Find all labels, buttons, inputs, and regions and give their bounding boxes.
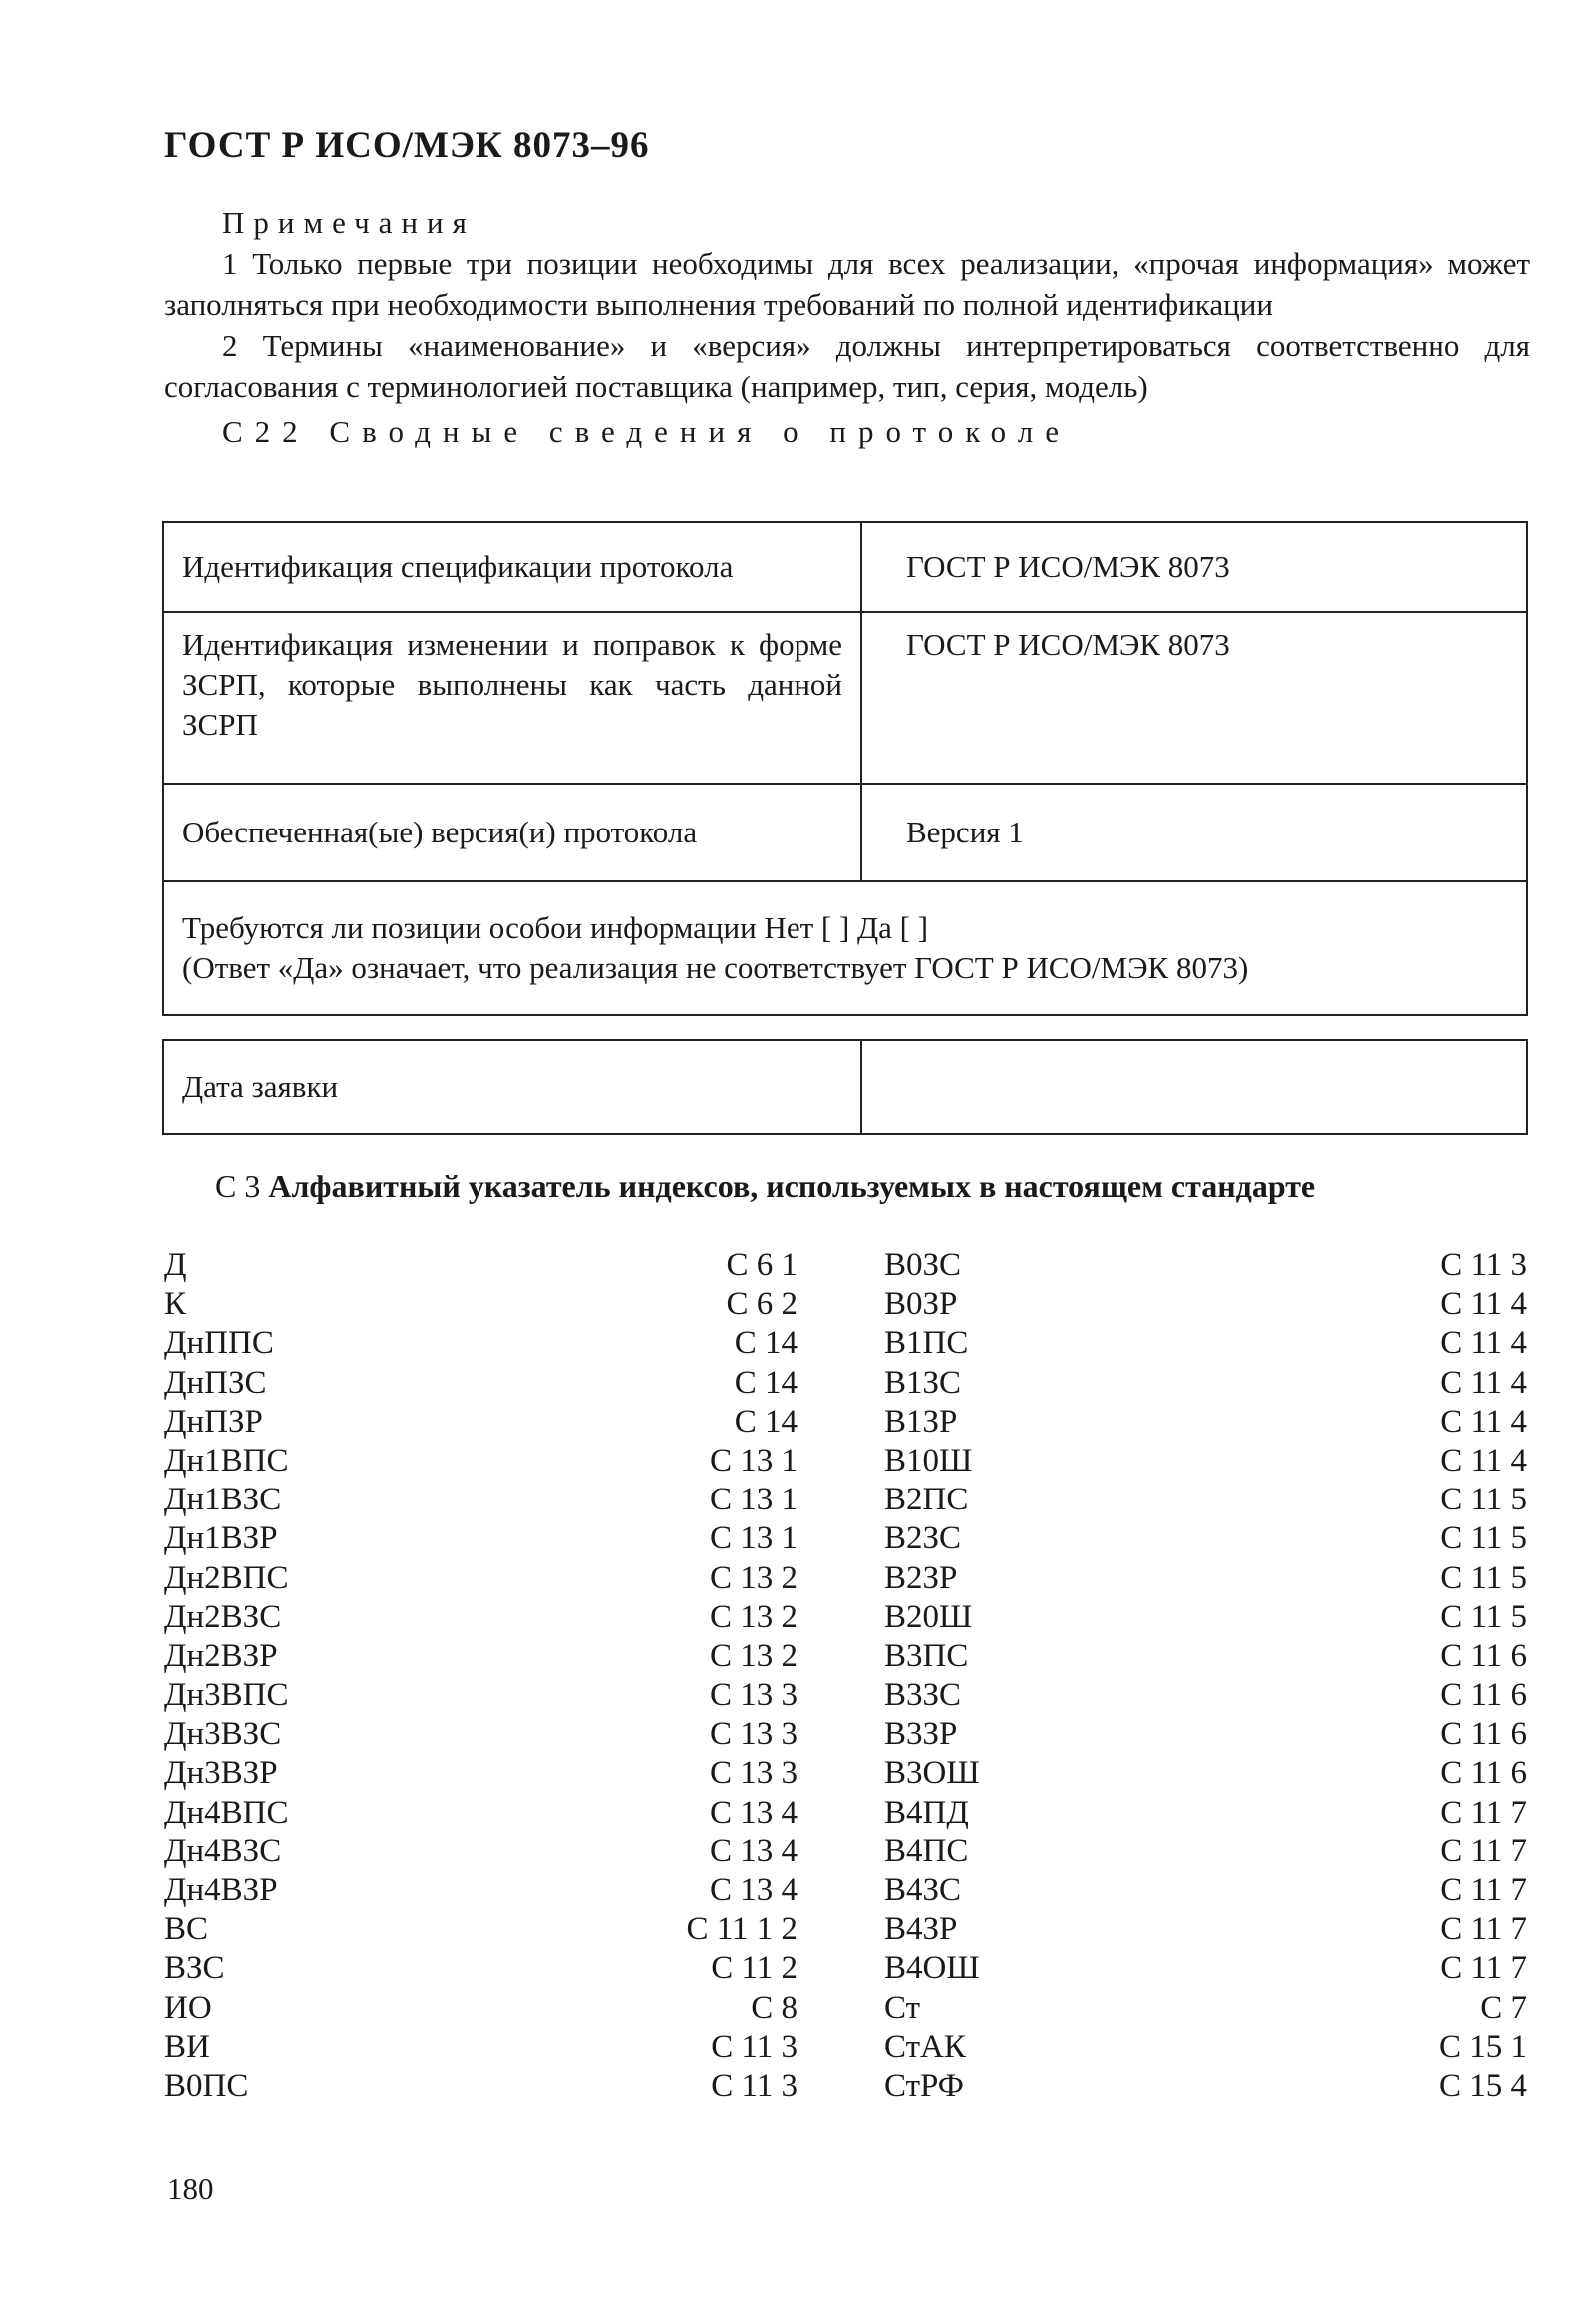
- index-term: Дн4ВЗР: [164, 1872, 278, 1908]
- special-info-cell: [163, 881, 1527, 1015]
- row-value: ГОСТ Р ИСО/МЭК 8073: [861, 612, 1527, 784]
- index-entry: [884, 2028, 1527, 2067]
- index-entry: [884, 1871, 1527, 1910]
- index-ref: С 11 6: [1440, 1716, 1527, 1753]
- index-entry: [164, 1676, 798, 1715]
- index-ref: С 8: [751, 1989, 798, 2026]
- index-ref: С 11 4: [1440, 1364, 1527, 1401]
- index-ref: С 14: [734, 1325, 798, 1362]
- index-term: ИО: [164, 1989, 212, 2026]
- index-entry: [884, 1324, 1527, 1363]
- index-term: В1ЗР: [884, 1403, 958, 1440]
- index-ref: С 11 7: [1440, 1832, 1527, 1869]
- index-entry: [884, 1832, 1527, 1871]
- index-ref: С 13 4: [709, 1832, 798, 1869]
- row-value: Версия 1: [861, 784, 1527, 881]
- table-row: [163, 881, 1527, 1015]
- index-entry: [884, 1246, 1527, 1285]
- index-term: Дн1ВЗС: [164, 1482, 282, 1518]
- index-ref: С 13 4: [709, 1872, 798, 1908]
- index-entry: [164, 1559, 798, 1598]
- index-ref: С 6 2: [726, 1286, 798, 1323]
- index-term: ВЗС: [164, 1950, 225, 1987]
- index-term: Дн4ВПС: [164, 1794, 289, 1830]
- index-entry: [884, 2067, 1527, 2106]
- index-ref: С 11 6: [1440, 1637, 1527, 1674]
- index-term: Дн1ВЗР: [164, 1520, 278, 1557]
- page-number: 180: [167, 2171, 214, 2206]
- index-ref: С 11 4: [1440, 1325, 1527, 1362]
- index-term: В20Ш: [884, 1598, 973, 1635]
- index-entry: [884, 1949, 1527, 1988]
- notes-block: [164, 202, 1530, 452]
- index-ref: С 11 2: [711, 1950, 798, 1987]
- table-row: [163, 522, 1527, 612]
- index-ref: С 6 1: [726, 1247, 798, 1283]
- index-ref: С 11 3: [711, 2067, 798, 2104]
- table-row: [163, 1040, 1527, 1134]
- index-term: В4ЗС: [884, 1872, 962, 1908]
- application-date-table: [162, 1039, 1528, 1135]
- index-term: Дн3ВЗР: [164, 1755, 278, 1792]
- index-term: СтАК: [884, 2028, 966, 2065]
- index-term: В1ЗС: [884, 1364, 962, 1401]
- index-ref: С 11 7: [1440, 1950, 1527, 1987]
- index-term: Ст: [884, 1989, 920, 2026]
- index-term: В0ЗС: [884, 1247, 962, 1283]
- index-ref: С 11 4: [1440, 1403, 1527, 1440]
- index-term: ДнПЗР: [164, 1403, 263, 1440]
- notes-title: Примечания: [222, 205, 476, 240]
- index-entry: [164, 1794, 798, 1832]
- index-ref: С 13 3: [709, 1677, 798, 1714]
- index-entry: [164, 1364, 798, 1403]
- index-entry: [164, 1715, 798, 1754]
- index-entry: [884, 1519, 1527, 1558]
- table-row: [163, 612, 1527, 784]
- index-entry: [164, 1910, 798, 1949]
- index-ref: С 14: [734, 1403, 798, 1440]
- special-info-note: (Ответ «Да» означает, что реализация не соответствует ГОСТ Р ИСО/МЭК 8073): [182, 950, 1249, 985]
- index-ref: С 13 3: [709, 1716, 798, 1753]
- index-entry: [884, 1637, 1527, 1676]
- subsection-heading: С22 Сводные сведения о протоколе: [222, 414, 1071, 449]
- index-term: В4ПД: [884, 1794, 969, 1830]
- row-label: Обеспеченная(ые) версия(и) протокола: [163, 784, 861, 881]
- row-value: ГОСТ Р ИСО/МЭК 8073: [861, 522, 1527, 612]
- index-entry: [164, 2028, 798, 2067]
- index-ref: С 13 1: [709, 1442, 798, 1479]
- index-entry: [884, 1989, 1527, 2028]
- index-term: Д: [164, 1247, 187, 1283]
- index-term: Дн3ВПС: [164, 1677, 289, 1714]
- index-term: В10Ш: [884, 1442, 973, 1479]
- index-ref: С 13 1: [709, 1520, 798, 1557]
- index-ref: С 14: [734, 1364, 798, 1401]
- index-ref: С 11 3: [711, 2028, 798, 2065]
- index-heading-prefix: С 3: [215, 1168, 269, 1204]
- index-entry: [164, 1481, 798, 1519]
- index-term: В2ЗР: [884, 1559, 958, 1596]
- index-ref: С 11 3: [1440, 1247, 1527, 1283]
- index-entry: [164, 1519, 798, 1558]
- index-ref: С 11 4: [1440, 1442, 1527, 1479]
- index-term: В0ПС: [164, 2067, 249, 2104]
- index-term: ДнППС: [164, 1325, 274, 1362]
- index-ref: С 7: [1480, 1989, 1527, 2026]
- index-term: Дн4ВЗС: [164, 1832, 282, 1869]
- special-info-question: Требуются ли позиции особои информации Нет [ ] Да [ ]: [182, 910, 929, 945]
- index-term: В4ОШ: [884, 1950, 980, 1987]
- row-value: [861, 1040, 1527, 1134]
- index-entry: [164, 1285, 798, 1324]
- index-term: В4ЗР: [884, 1911, 958, 1948]
- index-ref: С 11 6: [1440, 1755, 1527, 1792]
- index-entry: [884, 1481, 1527, 1519]
- index-term: ВС: [164, 1911, 209, 1948]
- index-term: Дн2ВЗР: [164, 1637, 278, 1674]
- index-entry: [884, 1598, 1527, 1637]
- index-ref: С 11 6: [1440, 1677, 1527, 1714]
- index-ref: С 13 2: [709, 1637, 798, 1674]
- index-entry: [164, 1832, 798, 1871]
- index-term: Дн3ВЗС: [164, 1716, 282, 1753]
- protocol-summary-table: [162, 521, 1528, 1016]
- index-entry: [164, 1598, 798, 1637]
- index-entry: [164, 1949, 798, 1988]
- index-term: К: [164, 1286, 187, 1323]
- index-entry: [884, 1364, 1527, 1403]
- index-entry: [884, 1676, 1527, 1715]
- index-entry: [884, 1403, 1527, 1442]
- index-term: Дн2ВЗС: [164, 1598, 282, 1635]
- table-row: [163, 784, 1527, 881]
- index-ref: С 11 5: [1440, 1559, 1527, 1596]
- index-term: ДнПЗС: [164, 1364, 267, 1401]
- index-term: СтРФ: [884, 2067, 964, 2104]
- index-term: В3ЗС: [884, 1677, 962, 1714]
- row-label: Идентификация изменении и поправок к форме ЗСРП, которые выполнены как часть данной ЗСРП: [163, 612, 861, 784]
- index-ref: С 13 2: [709, 1598, 798, 1635]
- index-ref: С 11 7: [1440, 1911, 1527, 1948]
- index-ref: С 11 1 2: [686, 1911, 798, 1948]
- index-ref: С 11 5: [1440, 1598, 1527, 1635]
- index-heading-title: Алфавитный указатель индексов, используемых в настоящем стандарте: [268, 1168, 1316, 1204]
- index-ref: С 11 7: [1440, 1872, 1527, 1908]
- index-entry: [884, 1794, 1527, 1832]
- index-entry: [164, 1403, 798, 1442]
- index-entry: [164, 1871, 798, 1910]
- index-term: В3ЗР: [884, 1716, 958, 1753]
- index-term: В3ПС: [884, 1637, 969, 1674]
- row-label: Идентификация спецификации протокола: [163, 522, 861, 612]
- index-term: ВИ: [164, 2028, 210, 2065]
- index-ref: С 11 5: [1440, 1520, 1527, 1557]
- index-term: Дн1ВПС: [164, 1442, 289, 1479]
- index-entry: [164, 1989, 798, 2028]
- index-ref: С 11 4: [1440, 1286, 1527, 1323]
- index-term: В2ЗС: [884, 1520, 962, 1557]
- index-term: В2ПС: [884, 1482, 969, 1518]
- row-label: Дата заявки: [163, 1040, 861, 1134]
- index-heading: [215, 1168, 1315, 1205]
- index-term: Дн2ВПС: [164, 1559, 289, 1596]
- index-entry: [884, 1285, 1527, 1324]
- index-ref: С 11 7: [1440, 1794, 1527, 1830]
- index-ref: С 13 2: [709, 1559, 798, 1596]
- index-term: В3ОШ: [884, 1755, 980, 1792]
- index-entry: [884, 1910, 1527, 1949]
- index-ref: С 15 4: [1438, 2067, 1527, 2104]
- index-entry: [884, 1754, 1527, 1793]
- index-ref: С 13 3: [709, 1755, 798, 1792]
- index-entry: [164, 1324, 798, 1363]
- index-ref: С 13 4: [709, 1794, 798, 1830]
- note-paragraph-2: 2 Термины «наименование» и «версия» должны интерпретироваться соответственно для согласования с терминологией поставщика (например, тип, серия, модель): [164, 328, 1530, 404]
- index-entry: [164, 1637, 798, 1676]
- index-entry: [164, 1442, 798, 1481]
- index-entry: [164, 1754, 798, 1793]
- index-entry: [884, 1715, 1527, 1754]
- index-entry: [164, 2067, 798, 2106]
- index-column-right: [884, 1246, 1527, 2106]
- standard-header: ГОСТ Р ИСО/МЭК 8073–96: [164, 125, 650, 166]
- index-column-left: [164, 1246, 798, 2106]
- index-term: В4ПС: [884, 1832, 969, 1869]
- index-term: В1ПС: [884, 1325, 969, 1362]
- index-entry: [884, 1559, 1527, 1598]
- index-entry: [884, 1442, 1527, 1481]
- index-term: В0ЗР: [884, 1286, 958, 1323]
- index-ref: С 13 1: [709, 1482, 798, 1518]
- index-ref: С 11 5: [1440, 1482, 1527, 1518]
- index-entry: [164, 1246, 798, 1285]
- index-ref: С 15 1: [1438, 2028, 1527, 2065]
- note-paragraph-1: 1 Только первые три позиции необходимы для всех реализации, «прочая информация» может заполняться при необходимости выполнения требований по полной идентификации: [164, 246, 1530, 322]
